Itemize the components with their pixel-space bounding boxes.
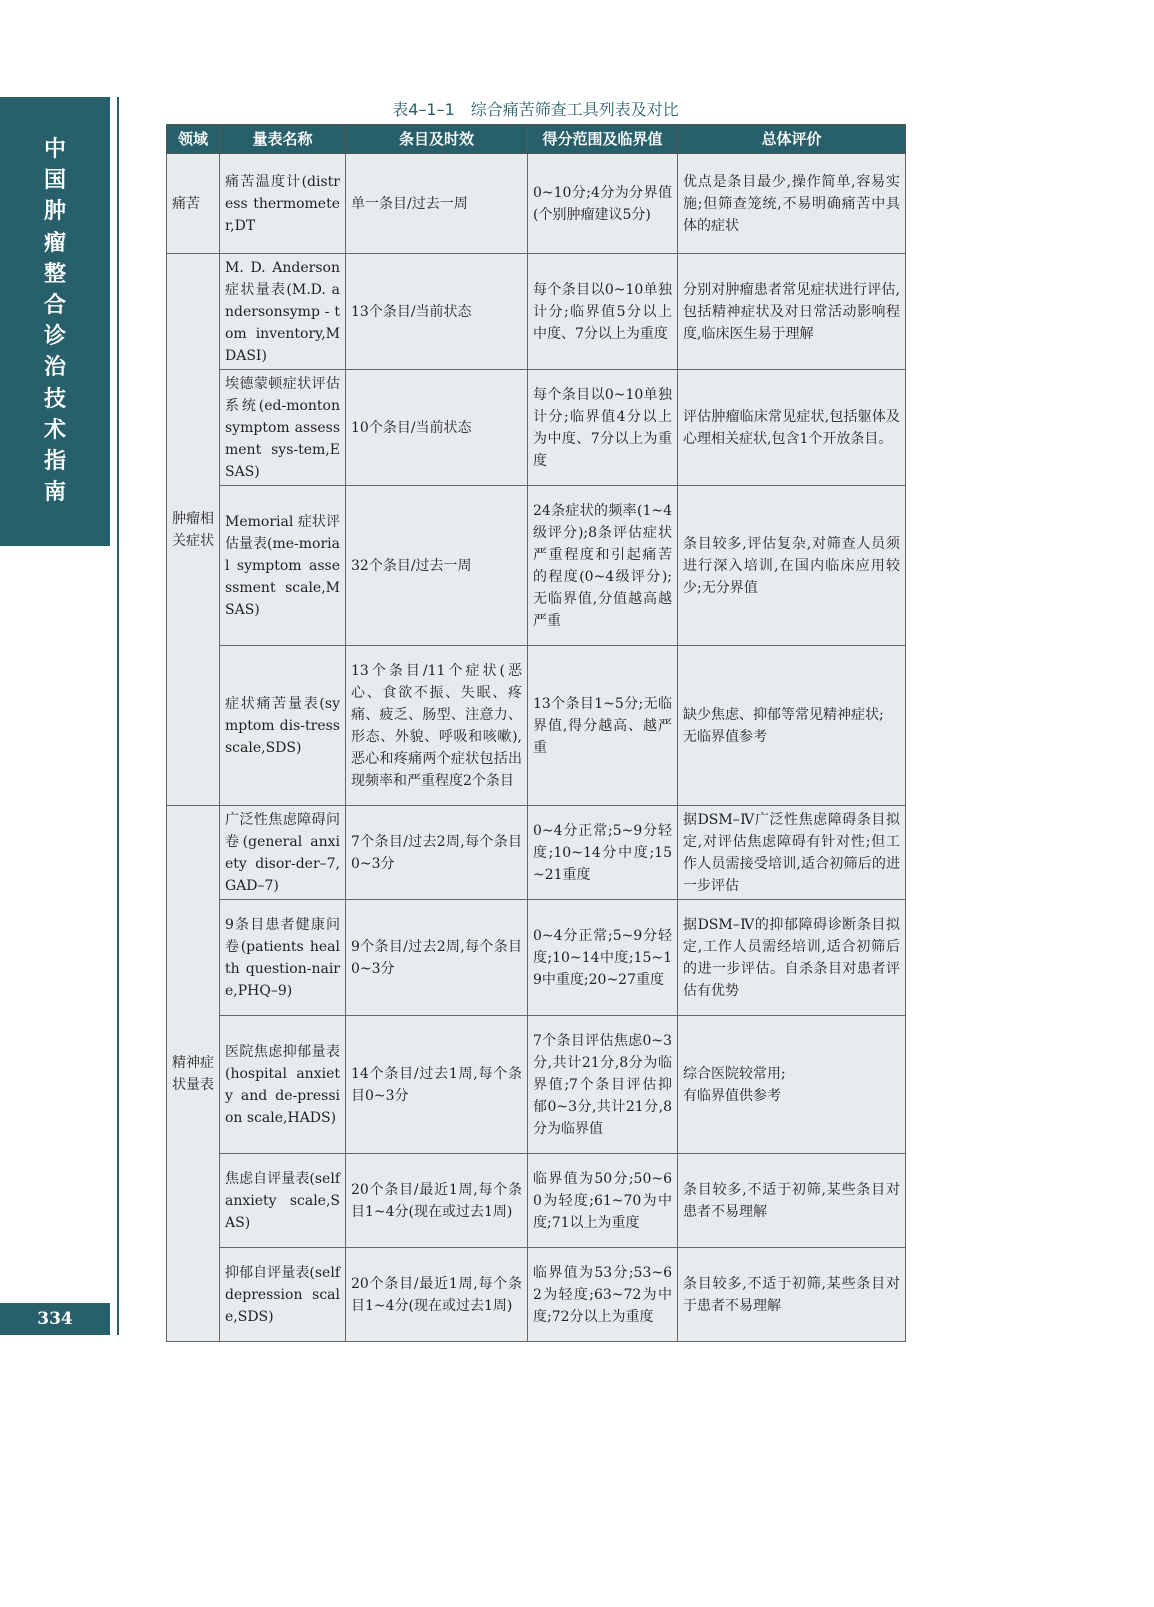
- book-title-char: 技: [43, 386, 66, 412]
- name-cell: 焦虑自评量表(self anxiety scale,SAS): [220, 1154, 346, 1248]
- evaluation-cell: 条目较多,不适于初筛,某些条目对于患者不易理解: [678, 1248, 906, 1342]
- book-title-char: 诊: [43, 324, 66, 350]
- book-title-char: 整: [43, 261, 66, 287]
- items-cell: 32个条目/过去一周: [346, 486, 528, 646]
- table-row: [167, 1248, 906, 1342]
- table-row: [167, 254, 906, 370]
- book-title-char: 瘤: [43, 230, 66, 256]
- book-title-char: 南: [43, 480, 66, 506]
- score-cell: 临界值为53分;53~62为轻度;63~72为中度;72分以上为重度: [528, 1248, 678, 1342]
- evaluation-cell: 条目较多,评估复杂,对筛查人员须进行深入培训,在国内临床应用较少;无分界值: [678, 486, 906, 646]
- table-row: [167, 370, 906, 486]
- name-cell: 症状痛苦量表(symptom dis-tress scale,SDS): [220, 646, 346, 806]
- table-row: [167, 486, 906, 646]
- screening-tools-table: [166, 124, 906, 1342]
- name-cell: Memorial 症状评估量表(me-morial symptom assessment scale,MSAS): [220, 486, 346, 646]
- header-items: 条目及时效: [346, 125, 528, 154]
- score-cell: 24条症状的频率(1~4级评分);8条评估症状严重程度和引起痛苦的程度(0~4级评分);无临界值,分值越高越严重: [528, 486, 678, 646]
- header-evaluation: 总体评价: [678, 125, 906, 154]
- name-cell: 广泛性焦虑障碍问卷(general anxiety disor-der–7,GAD–7): [220, 806, 346, 900]
- evaluation-cell: 综合医院较常用; 有临界值供参考: [678, 1016, 906, 1154]
- domain-cell: 痛苦: [167, 154, 220, 254]
- header-scale-name: 量表名称: [220, 125, 346, 154]
- evaluation-cell: 分别对肿瘤患者常见症状进行评估,包括精神症状及对日常活动影响程度,临床医生易于理解: [678, 254, 906, 370]
- domain-cell: 精神症状量表: [167, 806, 220, 1342]
- items-cell: 20个条目/最近1周,每个条目1~4分(现在或过去1周): [346, 1154, 528, 1248]
- items-cell: 13个条目/当前状态: [346, 254, 528, 370]
- items-cell: 14个条目/过去1周,每个条目0~3分: [346, 1016, 528, 1154]
- book-title-char: 合: [43, 293, 66, 319]
- book-title-char: 治: [43, 355, 66, 381]
- name-cell: 抑郁自评量表(self depression scale,SDS): [220, 1248, 346, 1342]
- score-cell: 每个条目以0~10单独计分;临界值4分以上为中度、7分以上为重度: [528, 370, 678, 486]
- score-cell: 每个条目以0~10单独计分;临界值5分以上中度、7分以上为重度: [528, 254, 678, 370]
- evaluation-cell: 条目较多,不适于初筛,某些条目对患者不易理解: [678, 1154, 906, 1248]
- score-cell: 0~4分正常;5~9分轻度;10~14中度;15~19中重度;20~27重度: [528, 900, 678, 1016]
- book-title-char: 肿: [43, 199, 66, 225]
- table-row: [167, 1154, 906, 1248]
- table-caption: 表4–1–1 综合痛苦筛查工具列表及对比: [392, 100, 679, 119]
- evaluation-cell: 据DSM–Ⅳ广泛性焦虑障碍条目拟定,对评估焦虑障碍有针对性;但工作人员需接受培训,适合初筛后的进一步评估: [678, 806, 906, 900]
- score-cell: 0~4分正常;5~9分轻度;10~14分中度;15~21重度: [528, 806, 678, 900]
- score-cell: 7个条目评估焦虑0~3分,共计21分,8分为临界值;7个条目评估抑郁0~3分,共计21分,8分为临界值: [528, 1016, 678, 1154]
- book-title-char: 中: [43, 137, 66, 162]
- domain-cell: 肿瘤相关症状: [167, 254, 220, 806]
- header-domain: 领域: [167, 125, 220, 154]
- table-row: [167, 154, 906, 254]
- score-cell: 13个条目1~5分;无临界值,得分越高、越严重: [528, 646, 678, 806]
- table-row: [167, 806, 906, 900]
- evaluation-cell: 据DSM–Ⅳ的抑郁障碍诊断条目拟定,工作人员需经培训,适合初筛后的进一步评估。自杀条目对患者评估有优势: [678, 900, 906, 1016]
- items-cell: 7个条目/过去2周,每个条目0~3分: [346, 806, 528, 900]
- items-cell: 10个条目/当前状态: [346, 370, 528, 486]
- name-cell: 埃德蒙顿症状评估系统(ed-montonsymptom assessment sys-tem,ESAS): [220, 370, 346, 486]
- evaluation-cell: 评估肿瘤临床常见症状,包括躯体及心理相关症状,包含1个开放条目。: [678, 370, 906, 486]
- table-row: [167, 646, 906, 806]
- book-title-char: 术: [43, 417, 66, 443]
- items-cell: 20个条目/最近1周,每个条目1~4分(现在或过去1周): [346, 1248, 528, 1342]
- score-cell: 临界值为50分;50~60为轻度;61~70为中度;71以上为重度: [528, 1154, 678, 1248]
- name-cell: M. D. Anderson 症状量表(M.D. andersonsymp - tom inventory,MDASI): [220, 254, 346, 370]
- items-cell: 9个条目/过去2周,每个条目0~3分: [346, 900, 528, 1016]
- score-cell: 0~10分;4分为分界值(个别肿瘤建议5分): [528, 154, 678, 254]
- table-header-row: [167, 125, 906, 154]
- vertical-rule: [117, 97, 119, 1335]
- items-cell: 13个条目/11个症状(恶心、食欲不振、失眠、疼痛、疲乏、肠型、注意力、形态、外貌、呼吸和咳嗽),恶心和疼痛两个症状包括出现频率和严重程度2个条目: [346, 646, 528, 806]
- header-score: 得分范围及临界值: [528, 125, 678, 154]
- book-title-vertical: [0, 134, 110, 508]
- table-row: [167, 900, 906, 1016]
- name-cell: 9条目患者健康问卷(patients health question-naire,PHQ–9): [220, 900, 346, 1016]
- name-cell: 医院焦虑抑郁量表(hospital anxiety and de-pression scale,HADS): [220, 1016, 346, 1154]
- name-cell: 痛苦温度计(distress thermometer,DT: [220, 154, 346, 254]
- table-row: [167, 1016, 906, 1154]
- evaluation-cell: 优点是条目最少,操作简单,容易实施;但筛查笼统,不易明确痛苦中具体的症状: [678, 154, 906, 254]
- items-cell: 单一条目/过去一周: [346, 154, 528, 254]
- page-number: 334: [0, 1303, 110, 1335]
- evaluation-cell: 缺少焦虑、抑郁等常见精神症状; 无临界值参考: [678, 646, 906, 806]
- book-title-char: 指: [43, 449, 66, 475]
- book-title-char: 国: [43, 168, 66, 194]
